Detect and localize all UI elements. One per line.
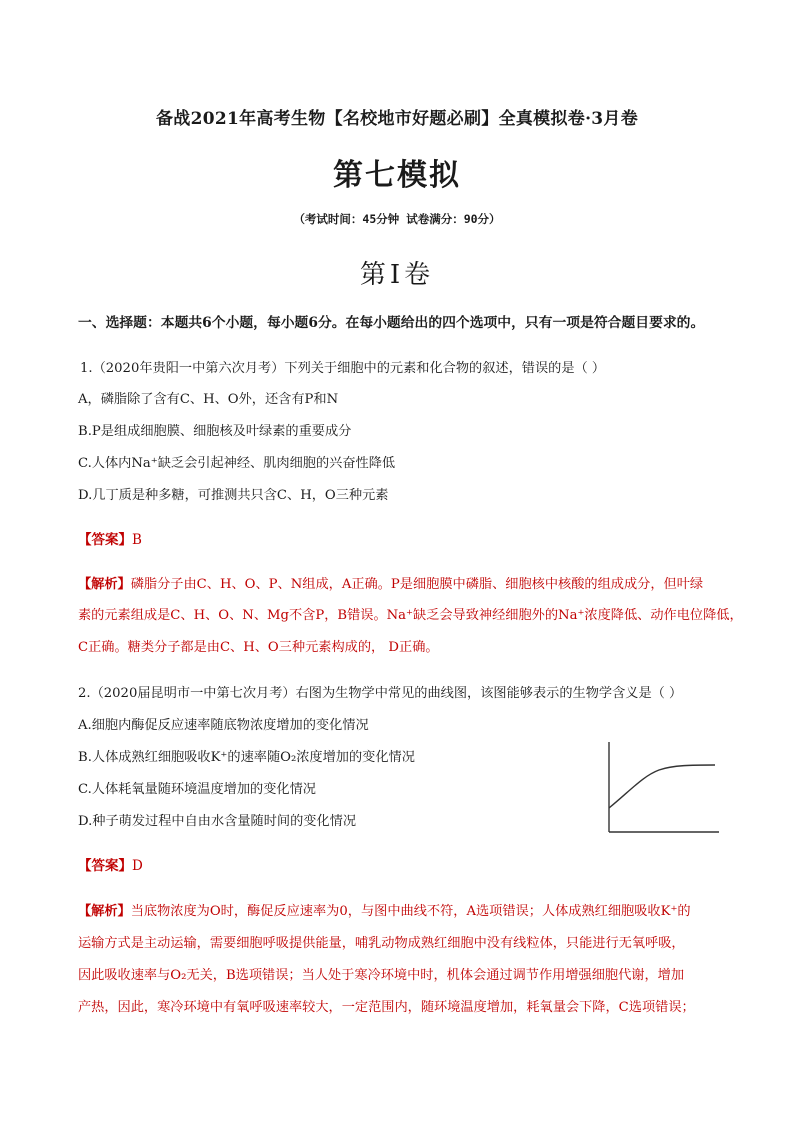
question2-answer xyxy=(78,856,728,876)
question2-option-a: A.细胞内酶促反应速率随底物浓度增加的变化情况 xyxy=(78,718,369,733)
question1-analysis-line-1 xyxy=(78,575,728,595)
header-title: 备战2021年高考生物【名校地市好题必刷】全真模拟卷·3月卷 xyxy=(155,109,639,129)
question2-analysis-line-1 xyxy=(78,902,728,922)
question2-analysis-line-2: 运输方式是主动运输，需要细胞呼吸提供能量，哺乳动物成熟红细胞中没有线粒体，只能进行无氧呼吸， xyxy=(78,936,685,951)
question2-analysis-line-4: 产热，因此，寒冷环境中有氧呼吸速率较大，一定范围内，随环境温度增加，耗氧量会下降，C选项错误； xyxy=(78,1000,695,1015)
analysis-label: 【解析】 xyxy=(78,904,131,919)
question2-option-b: B.人体成熟红细胞吸收K⁺的速率随O₂浓度增加的变化情况 xyxy=(78,750,415,765)
section-title: 第Ⅰ卷 xyxy=(359,260,435,290)
question1-option-a: A，磷脂除了含有C、H、O外，还含有P和N xyxy=(78,392,339,407)
question1-analysis-line-2: 素的元素组成是C、H、O、N、Mg不含P，B错误。Na⁺缺乏会导致神经细胞外的Na⁺浓度降低、动作电位降低， xyxy=(78,608,743,623)
question2-analysis-line-3: 因此吸收速率与O₂无关，B选项错误；当人处于寒冷环境中时，机体会通过调节作用增强细胞代谢，增加 xyxy=(78,968,685,983)
answer-value: D xyxy=(132,858,143,874)
analysis-label: 【解析】 xyxy=(78,577,131,592)
graph-curve xyxy=(609,765,715,808)
answer-label: 【答案】 xyxy=(78,858,132,874)
answer-label: 【答案】 xyxy=(78,532,132,548)
question1-analysis-line-3: C正确。糖类分子都是由C、H、O三种元素构成的， D正确。 xyxy=(78,640,439,655)
question2-option-d: D.种子萌发过程中自由水含量随时间的变化情况 xyxy=(78,814,357,829)
curve-graph-icon xyxy=(603,738,721,836)
instructions: 一、选择题：本题共6个小题，每小题6分。在每小题给出的四个选项中，只有一项是符合题目要求的。 xyxy=(78,315,705,331)
question1-option-c: C.人体内Na⁺缺乏会引起神经、肌肉细胞的兴奋性降低 xyxy=(78,456,396,471)
question2-option-c: C.人体耗氧量随环境温度增加的变化情况 xyxy=(78,782,316,797)
answer-value: B xyxy=(132,532,142,548)
question1-option-b: B.P是组成细胞膜、细胞核及叶绿素的重要成分 xyxy=(78,424,352,439)
exam-info: （考试时间：45分钟 试卷满分：90分） xyxy=(293,212,501,226)
analysis-text: 磷脂分子由C、H、O、P、N组成，A正确。P是细胞膜中磷脂、细胞核中核酸的组成成分，但叶绿 xyxy=(130,577,704,592)
analysis-text: 当底物浓度为O时，酶促反应速率为0，与图中曲线不符，A选项错误；人体成熟红细胞吸收K⁺的 xyxy=(130,904,691,919)
question1-answer xyxy=(78,530,728,550)
question1-stem: 1.（2020年贵阳一中第六次月考）下列关于细胞中的元素和化合物的叙述，错误的是（ ） xyxy=(80,361,606,376)
main-title: 第七模拟 xyxy=(333,158,461,193)
question1-option-d: D.几丁质是种多糖，可推测共只含C、H，O三种元素 xyxy=(78,488,389,503)
question2-stem: 2.（2020届昆明市一中第七次月考）右图为生物学中常见的曲线图，该图能够表示的生物学含义是（ ） xyxy=(78,686,683,701)
